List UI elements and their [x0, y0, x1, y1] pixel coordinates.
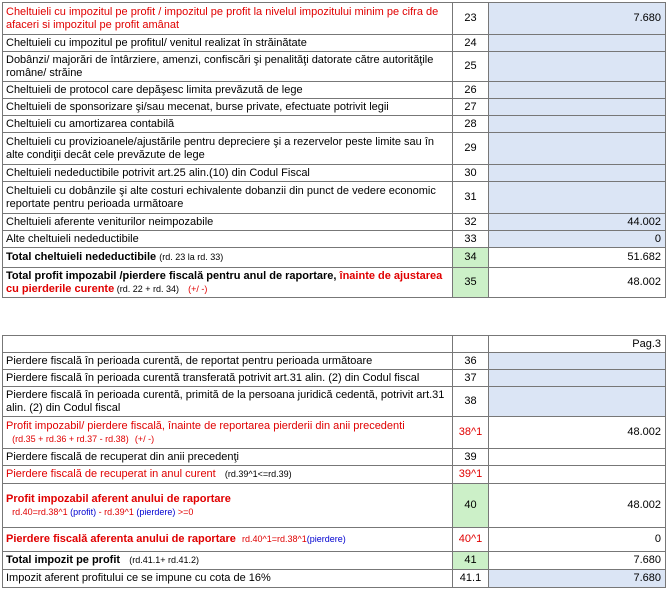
row-value[interactable] [489, 466, 666, 484]
row-value[interactable] [489, 133, 666, 165]
row-label: Pierdere fiscală de recuperat in anul curent [6, 468, 216, 480]
table-row [3, 133, 666, 165]
section2-table [2, 335, 666, 588]
row-value[interactable]: 51.682 [489, 248, 666, 268]
row-label: Impozit aferent profitului ce se impune cu cota de 16% [3, 570, 453, 588]
row-label: Dobânzi/ majorări de întârziere, amenzi, confiscări şi penalităţi datorate către autorităţile române/ străine [3, 52, 453, 82]
row-sign: (+/ -) [188, 283, 208, 294]
row-label: Cheltuieli nedeductibile potrivit art.25 alin.(10) din Codul Fiscal [3, 165, 453, 182]
row-label-highlight: înainte de ajustarea cu pierderile curente [6, 269, 443, 295]
row-number: 41.1 [453, 570, 489, 588]
row-formula-note: (pierdere) [306, 534, 346, 544]
table-row [3, 248, 666, 268]
row-number: 37 [453, 370, 489, 387]
row-label: Cheltuieli cu impozitul pe profitul/ venitul realizat în străinătate [3, 35, 453, 52]
row-sign: (+/ -) [134, 433, 155, 444]
row-number: 34 [453, 248, 489, 268]
table-row [3, 52, 666, 82]
table-row [3, 82, 666, 99]
row-value[interactable] [489, 387, 666, 417]
row-formula: (rd. 23 la rd. 33) [159, 252, 224, 262]
row-formula: (rd. 22 + rd. 34) [114, 283, 179, 294]
row-formula: rd.40=rd.38^1 [12, 506, 71, 517]
row-value[interactable]: 7.680 [489, 3, 666, 35]
row-number: 38^1 [453, 417, 489, 449]
row-number: 35 [453, 268, 489, 298]
row-number: 25 [453, 52, 489, 82]
table-row [3, 268, 666, 298]
row-value[interactable] [489, 35, 666, 52]
row-label: Total profit impozabil /pierdere fiscală pentru anul de raportare, [6, 269, 340, 282]
table-row [3, 552, 666, 570]
row-formula-note: (pierdere) [136, 506, 176, 517]
row-value[interactable]: 0 [489, 231, 666, 248]
row-value[interactable] [489, 82, 666, 99]
table-row [3, 214, 666, 231]
row-formula: >=0 [175, 506, 194, 517]
row-value[interactable]: 48.002 [489, 417, 666, 449]
row-value[interactable] [489, 449, 666, 466]
table-row [3, 165, 666, 182]
row-value[interactable] [489, 182, 666, 214]
row-label: Total impozit pe profit [6, 554, 121, 566]
row-number: 27 [453, 99, 489, 116]
row-number: 38 [453, 387, 489, 417]
row-label: Pierdere fiscală aferenta anului de raportare [6, 533, 236, 545]
row-number: 24 [453, 35, 489, 52]
row-value[interactable]: 44.002 [489, 214, 666, 231]
row-value[interactable]: 48.002 [489, 484, 666, 528]
row-value[interactable] [489, 370, 666, 387]
row-formula: - rd.39^1 [96, 506, 137, 517]
row-value[interactable] [489, 116, 666, 133]
row-label: Pierdere fiscală în perioada curentă, de reportat pentru perioada următoare [3, 353, 453, 370]
row-number: 26 [453, 82, 489, 99]
table-row [3, 370, 666, 387]
row-number: 40^1 [453, 528, 489, 552]
row-value[interactable] [489, 52, 666, 82]
row-number: 30 [453, 165, 489, 182]
table-row [3, 528, 666, 552]
row-number: 40 [453, 484, 489, 528]
row-value[interactable]: 0 [489, 528, 666, 552]
row-number: 23 [453, 3, 489, 35]
row-label: Pierdere fiscală în perioada curentă transferată potrivit art.31 alin. (2) din Codul fiscal [3, 370, 453, 387]
row-formula: (rd.35 + rd.36 + rd.37 - rd.38) [12, 433, 129, 444]
row-number: 36 [453, 353, 489, 370]
table-row [3, 484, 666, 528]
row-label: Profit impozabil/ pierdere fiscală, înainte de reportarea pierderii din anii precedenti [6, 419, 405, 432]
row-value[interactable] [489, 99, 666, 116]
table-row [3, 182, 666, 214]
row-label: Cheltuieli de sponsorizare şi/sau mecenat, burse private, efectuate potrivit legii [3, 99, 453, 116]
table-row [3, 570, 666, 588]
row-label: Profit impozabil aferent anului de raportare [6, 492, 231, 505]
row-value[interactable]: 48.002 [489, 268, 666, 298]
row-value[interactable] [489, 165, 666, 182]
table-row [3, 3, 666, 35]
row-number: 39 [453, 449, 489, 466]
table-row [3, 231, 666, 248]
table-row [3, 466, 666, 484]
row-number: 28 [453, 116, 489, 133]
row-value[interactable]: 7.680 [489, 570, 666, 588]
row-number: 31 [453, 182, 489, 214]
table-row [3, 387, 666, 417]
row-value[interactable] [489, 353, 666, 370]
row-label: Cheltuieli cu amortizarea contabilă [3, 116, 453, 133]
row-formula: (rd.41.1+ rd.41.2) [129, 555, 200, 565]
table-row [3, 99, 666, 116]
row-number: 39^1 [453, 466, 489, 484]
row-number: 41 [453, 552, 489, 570]
row-label: Cheltuieli cu dobânzile şi alte costuri echivalente dobanzii din punct de vedere economic reportate pentru perioada următoare [3, 182, 453, 214]
row-label: Cheltuieli aferente veniturilor neimpozabile [3, 214, 453, 231]
row-number: 33 [453, 231, 489, 248]
table-row [3, 449, 666, 466]
row-formula-note: (profit) [70, 506, 97, 517]
row-number: 32 [453, 214, 489, 231]
row-number: 29 [453, 133, 489, 165]
table-row [3, 35, 666, 52]
row-label: Pierdere fiscală în perioada curentă, primită de la persoana juridică cedentă, potrivit art.31 alin. (2) din Codul fiscal [3, 387, 453, 417]
row-label: Cheltuieli cu impozitul pe profit / impozitul pe profit la nivelul impozitului minim pe cifra de afaceri si impozitul pe profit amânat [3, 3, 453, 35]
row-label: Pierdere fiscală de recuperat din anii precedenţi [3, 449, 453, 466]
row-value[interactable]: 7.680 [489, 552, 666, 570]
row-label: Cheltuieli de protocol care depăşesc limita prevăzută de lege [3, 82, 453, 99]
page-number: Pag.3 [489, 336, 666, 353]
table-row [3, 417, 666, 449]
row-label: Cheltuieli cu provizioanele/ajustările pentru depreciere şi a rezervelor peste limite sau în alte condiţii decât cele prevăzute de lege [3, 133, 453, 165]
table-row [3, 116, 666, 133]
section1-table [2, 2, 666, 298]
row-formula: (rd.39^1<=rd.39) [224, 469, 292, 479]
table-row [3, 353, 666, 370]
row-label: Alte cheltuieli nedeductibile [3, 231, 453, 248]
row-formula: rd.40^1=rd.38^1 [242, 534, 307, 544]
page-label-row [3, 336, 666, 353]
row-label: Total cheltuieli nedeductibile [6, 251, 157, 263]
